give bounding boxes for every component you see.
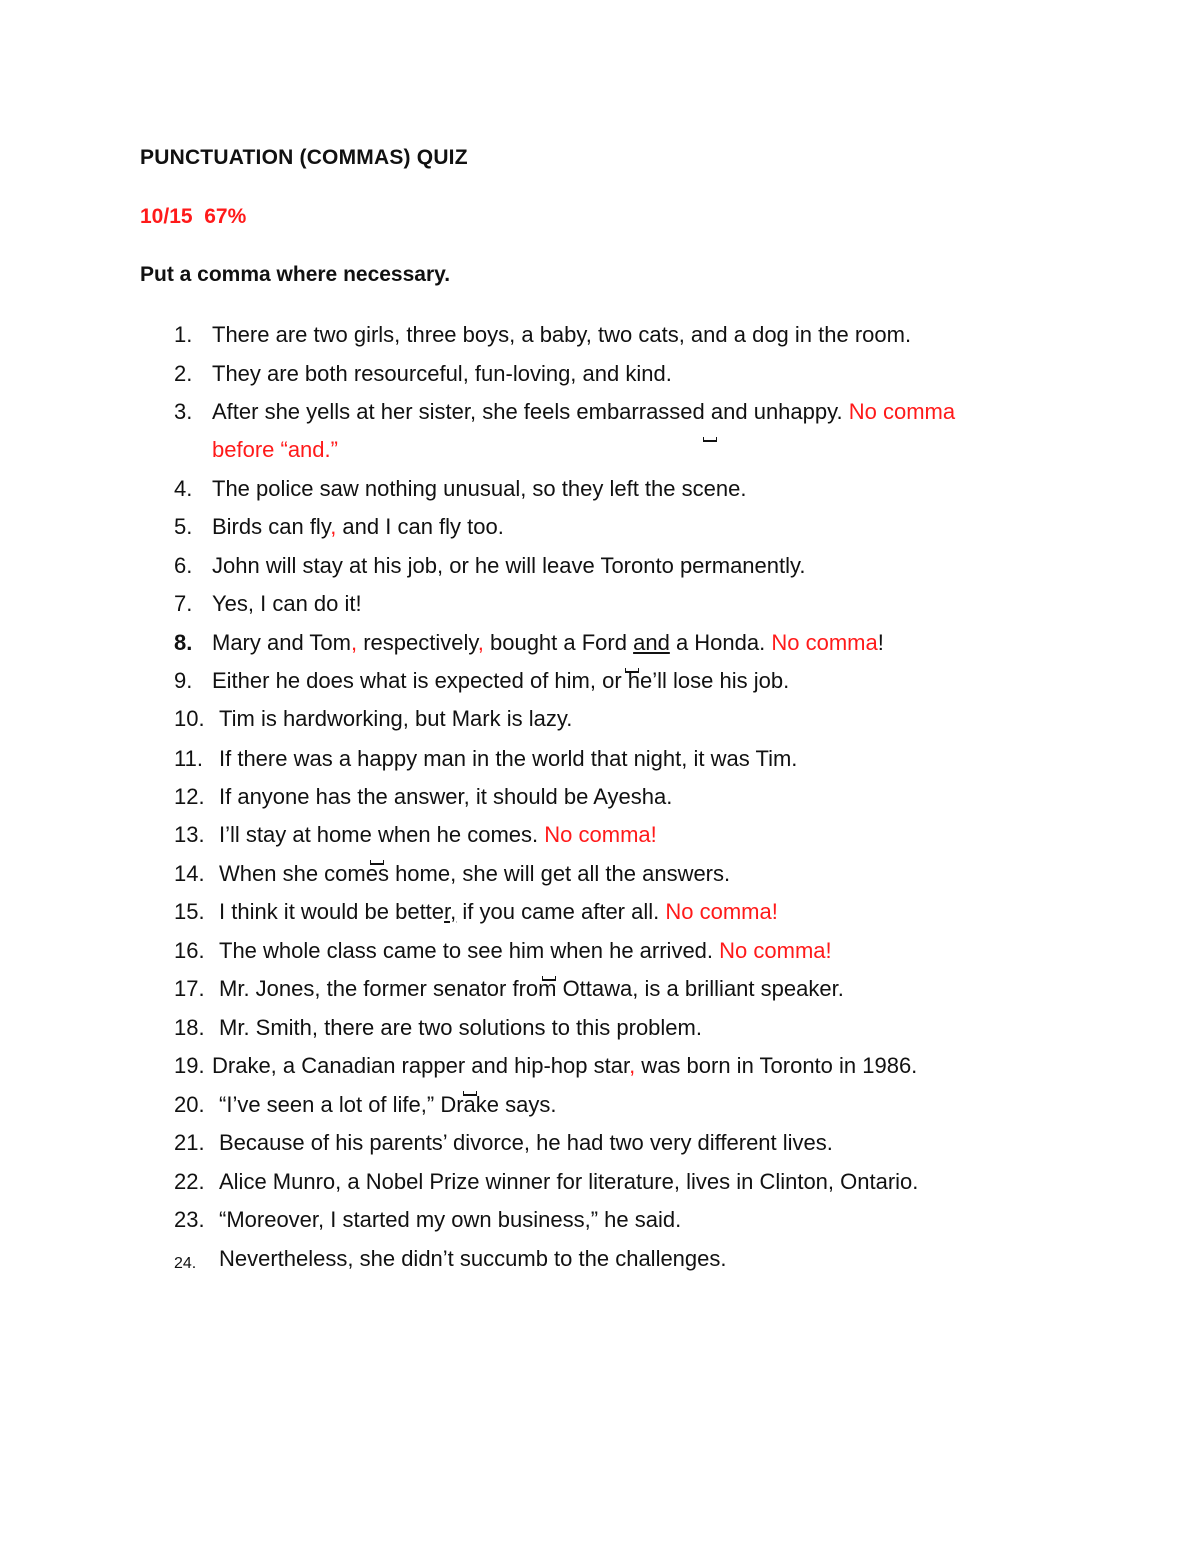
question-text [212, 1053, 917, 1079]
instruction-text: Put a comma where necessary. [140, 263, 451, 286]
question-text: Mr. Jones, the former senator from Ottawa, is a brilliant speaker. [219, 976, 844, 1001]
question-number: 20. [174, 1092, 205, 1117]
question-text: Either he does what is expected of him, or he’ll lose his job. [212, 668, 790, 693]
corrected-comma: , [330, 514, 337, 539]
question-text [212, 630, 884, 656]
question-text: Nevertheless, she didn’t succumb to the challenges. [219, 1246, 727, 1271]
question-text-part: if you came after all. [456, 899, 666, 924]
question-text [219, 938, 832, 964]
question-text-part: I think it would be bette [219, 899, 445, 924]
question-text-part: and hip-hop star [465, 1053, 630, 1078]
question-text-part: The whole class came to see him [219, 938, 545, 963]
question-text-part: when he arrived. [544, 938, 720, 963]
question-text-part: and unhappy. [704, 399, 849, 424]
question-text-part: Birds can fly [212, 514, 331, 539]
question-text: Tim is hardworking, but Mark is lazy. [219, 706, 573, 731]
question-text: Yes, I can do it! [212, 591, 362, 616]
question-text: If there was a happy man in the world that night, it was Tim. [219, 746, 798, 771]
corrected-comma: , [350, 630, 358, 655]
question-number: 6. [174, 553, 193, 578]
question-text-part: Drake, a Canadian rapper [212, 1053, 466, 1078]
question-text-part: bought a Ford [483, 630, 627, 655]
correction-note: No comma! [665, 899, 778, 924]
question-text [212, 399, 955, 425]
question-text-part: r, [444, 899, 457, 924]
question-text-part: and I can fly too. [336, 514, 504, 539]
question-text: “I’ve seen a lot of life,” Drake says. [219, 1092, 557, 1117]
score-label: 10/15 67% [140, 205, 247, 228]
correction-note: No comma! [719, 938, 832, 963]
question-text [219, 899, 778, 925]
question-text: If anyone has the answer, it should be Ayesha. [219, 784, 673, 809]
correction-note: No comma [771, 630, 878, 655]
question-text: “Moreover, I started my own business,” he said. [219, 1207, 682, 1232]
corrected-comma: , [629, 1053, 636, 1078]
question-number: 10. [174, 706, 205, 731]
question-number: 12. [174, 784, 205, 809]
correction-note-continued: before “and.” [212, 437, 338, 462]
question-number: 17. [174, 976, 205, 1001]
question-text: When she comes home, she will get all the answers. [219, 861, 731, 886]
question-number: 22. [174, 1169, 205, 1194]
question-number: 21. [174, 1130, 205, 1155]
question-number: 18. [174, 1015, 205, 1040]
question-text: Because of his parents’ divorce, he had two very different lives. [219, 1130, 833, 1155]
correction-note: No comma [848, 399, 956, 424]
question-number: 7. [174, 591, 193, 616]
question-number: 24. [174, 1255, 197, 1272]
question-number: 13. [174, 822, 205, 847]
question-number: 8. [174, 630, 193, 655]
question-text: They are both resourceful, fun-loving, and kind. [212, 361, 672, 386]
question-number: 5. [174, 514, 193, 539]
question-text-part: and [633, 630, 670, 655]
question-text-part: a Honda. [669, 630, 772, 655]
question-text-part: respectively [357, 630, 478, 655]
question-number: 16. [174, 938, 205, 963]
question-number: 15. [174, 899, 205, 924]
question-number: 4. [174, 476, 193, 501]
question-text-part: when he comes. [371, 822, 545, 847]
question-text: Alice Munro, a Nobel Prize winner for literature, lives in Clinton, Ontario. [219, 1169, 919, 1194]
question-text-part: After she yells at her sister, she feels embarrassed [212, 399, 705, 424]
question-text [212, 514, 504, 540]
question-text: Mr. Smith, there are two solutions to this problem. [219, 1015, 702, 1040]
question-text: John will stay at his job, or he will leave Toronto permanently. [212, 553, 806, 578]
page-title: PUNCTUATION (COMMAS) QUIZ [140, 146, 468, 169]
question-text: The police saw nothing unusual, so they left the scene. [212, 476, 747, 501]
question-text-part: I’ll stay at home [219, 822, 372, 847]
question-number: 11. [174, 746, 203, 771]
question-number: 19. [174, 1053, 205, 1078]
question-number: 9. [174, 668, 193, 693]
question-text-part: was born in Toronto in 1986. [635, 1053, 918, 1078]
question-text [219, 822, 657, 848]
question-number: 14. [174, 861, 205, 886]
question-number: 1. [174, 322, 193, 347]
question-number: 2. [174, 361, 193, 386]
question-text: There are two girls, three boys, a baby, two cats, and a dog in the room. [212, 322, 912, 347]
correction-note: No comma! [544, 822, 657, 847]
corrected-comma: , [477, 630, 484, 655]
question-text-part: Mary and Tom [212, 630, 351, 655]
question-text-part: ! [877, 630, 884, 655]
question-number: 23. [174, 1207, 205, 1232]
question-number: 3. [174, 399, 193, 424]
